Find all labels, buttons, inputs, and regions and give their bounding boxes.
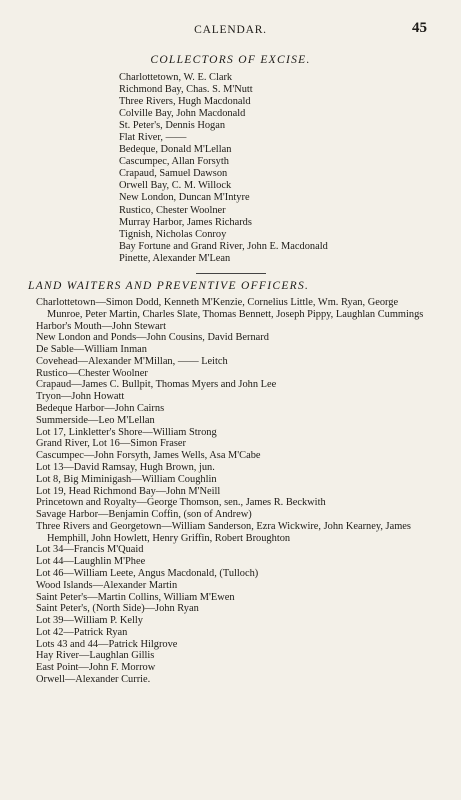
- land-waiter-entry: Saint Peter's—Martin Collins, William M'Ewen: [36, 591, 235, 603]
- land-waiter-entry: Lot 44—Laughlin M'Phee: [36, 556, 146, 568]
- land-waiter-entry: Tryon—John Howatt: [36, 391, 125, 403]
- excise-entry: Murray Harbor, James Richards: [119, 216, 252, 228]
- excise-entry: Orwell Bay, C. M. Willock: [119, 180, 232, 192]
- land-waiter-entry: Wood Islands—Alexander Martin: [36, 579, 178, 591]
- land-waiter-entry: Lot 17, Linkletter's Shore—William Strong: [36, 426, 217, 438]
- land-waiter-entry: Lot 34—Francis M'Quaid: [36, 544, 144, 556]
- excise-entry: Flat River, ——: [119, 132, 187, 144]
- land-waiter-entry: Crapaud—James C. Bullpit, Thomas Myers and John Lee: [36, 379, 277, 391]
- excise-entry: Bay Fortune and Grand River, John E. Macdonald: [119, 240, 328, 252]
- land-waiter-entry: Grand River, Lot 16—Simon Fraser: [36, 438, 186, 450]
- land-waiter-entry: Charlottetown—Simon Dodd, Kenneth M'Kenzie, Cornelius Little, Wm. Ryan, George Munroe, Peter Martin, Charles Slate, Thomas Bennett, Joseph Pippy, Laughlan Cummings: [36, 297, 424, 320]
- land-waiter-entry: Rustico—Chester Woolner: [36, 367, 148, 379]
- land-waiter-entry: Harbor's Mouth—John Stewart: [36, 320, 167, 332]
- land-waiter-entry: Savage Harbor—Benjamin Coffin, (son of Andrew): [36, 509, 252, 521]
- section-divider: [196, 273, 266, 274]
- excise-entry: Richmond Bay, Chas. S. M'Nutt: [119, 84, 253, 96]
- excise-entry: Bedeque, Donald M'Lellan: [119, 144, 232, 156]
- land-waiter-entry: Lots 43 and 44—Patrick Hilgrove: [36, 638, 178, 650]
- excise-entry: Crapaud, Samuel Dawson: [119, 168, 228, 180]
- excise-entry: Cascumpec, Allan Forsyth: [119, 156, 229, 168]
- excise-section-title: COLLECTORS OF EXCISE.: [150, 54, 311, 66]
- land-waiter-entry: Bedeque Harbor—John Cairns: [36, 403, 165, 415]
- land-waiter-entry: Princetown and Royalty—George Thomson, sen., James R. Beckwith: [36, 497, 326, 509]
- excise-entry: Three Rivers, Hugh Macdonald: [119, 96, 251, 108]
- land-waiters-list: [36, 297, 426, 686]
- land-waiter-entry: Lot 8, Big Miminigash—William Coughlin: [36, 473, 217, 485]
- land-waiter-entry: De Sable—William Inman: [36, 344, 147, 356]
- land-waiter-entry: Orwell—Alexander Currie.: [36, 674, 151, 685]
- land-waiter-entry: Lot 46—William Leete, Angus Macdonald, (Tulloch): [36, 567, 259, 579]
- running-head: CALENDAR.: [194, 24, 267, 36]
- land-waiter-entry: East Point—John F. Morrow: [36, 662, 156, 674]
- excise-entry: Charlottetown, W. E. Clark: [119, 72, 233, 83]
- excise-entry: Colville Bay, John Macdonald: [119, 108, 246, 120]
- land-waiter-entry: Covehead—Alexander M'Millan, —— Leitch: [36, 355, 228, 367]
- land-waiter-entry: Lot 13—David Ramsay, Hugh Brown, jun.: [36, 461, 215, 473]
- land-waiter-entry: Lot 19, Head Richmond Bay—John M'Neill: [36, 485, 221, 497]
- excise-list: [119, 72, 328, 265]
- land-waiter-entry: Hay River—Laughlan Gillis: [36, 650, 155, 662]
- page-number: 45: [412, 20, 427, 36]
- land-waiters-section-title: LAND WAITERS AND PREVENTIVE OFFICERS.: [28, 280, 310, 292]
- excise-entry: St. Peter's, Dennis Hogan: [119, 120, 226, 132]
- land-waiter-entry: Cascumpec—John Forsyth, James Wells, Asa M'Cabe: [36, 450, 261, 462]
- land-waiter-entry: Three Rivers and Georgetown—William Sanderson, Ezra Wickwire, John Kearney, James Hemphill, John Howlett, Henry Griffin, Robert Broughton: [36, 520, 411, 544]
- land-waiter-entry: Saint Peter's, (North Side)—John Ryan: [36, 603, 199, 615]
- land-waiter-entry: New London and Ponds—John Cousins, David Bernard: [36, 332, 269, 344]
- excise-entry: Pinette, Alexander M'Lean: [119, 252, 231, 264]
- excise-entry: Rustico, Chester Woolner: [119, 204, 226, 216]
- excise-entry: Tignish, Nicholas Conroy: [119, 228, 227, 240]
- excise-entry: New London, Duncan M'Intyre: [119, 192, 250, 204]
- land-waiter-entry: Lot 39—William P. Kelly: [36, 615, 143, 627]
- land-waiter-entry: Lot 42—Patrick Ryan: [36, 626, 128, 638]
- land-waiter-entry: Summerside—Leo M'Lellan: [36, 414, 155, 426]
